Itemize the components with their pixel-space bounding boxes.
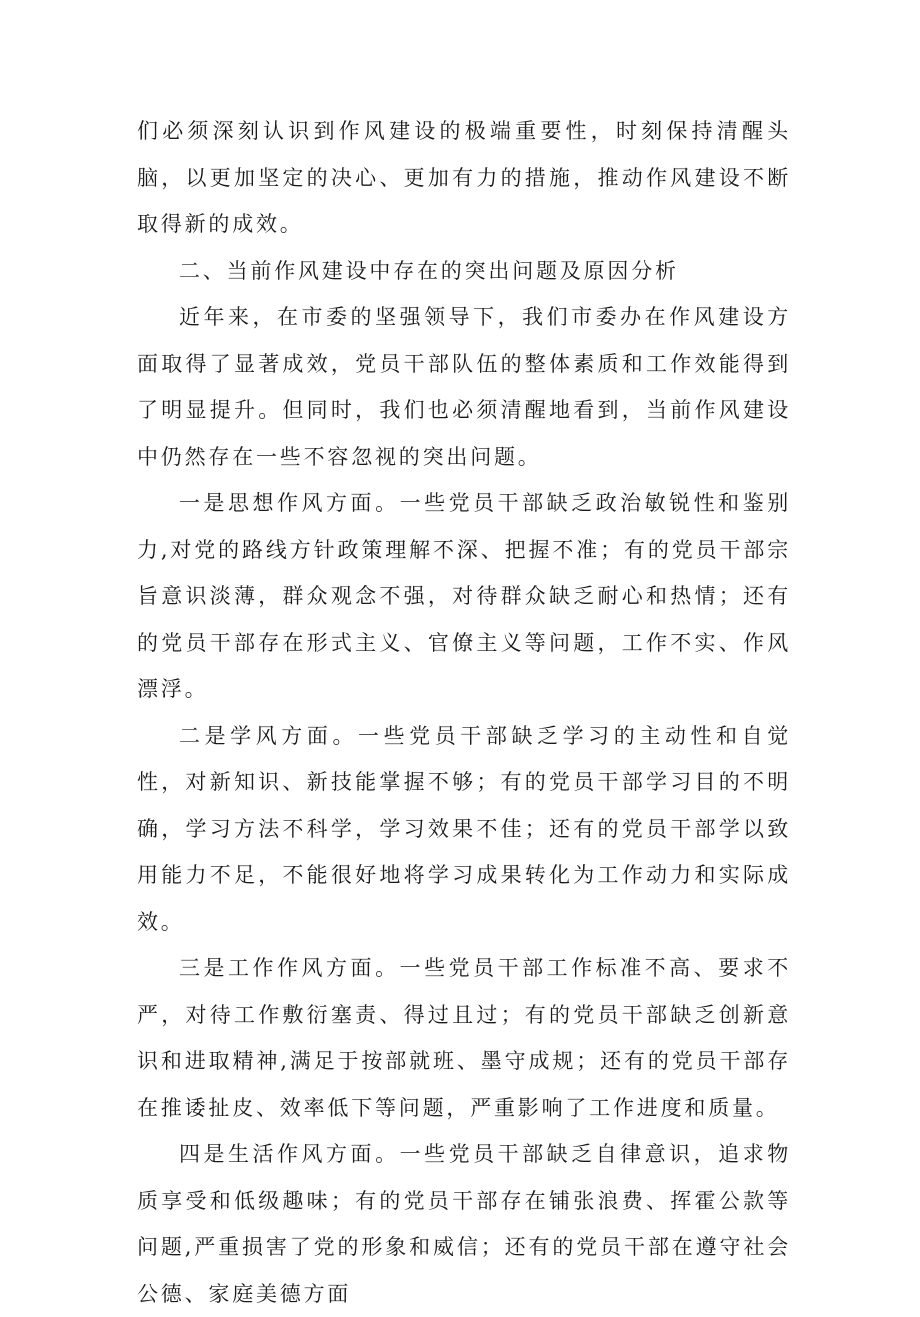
paragraph-work: 三是工作作风方面。一些党员干部工作标准不高、要求不严，对待工作敷衍塞责、得过且过；有的党员干部缺乏创新意识和进取精神,满足于按部就班、墨守成规；还有的党员干部存在推诿扯皮、效率低下等问题，严重影响了工作进度和质量。 (137, 956, 791, 1120)
document-body (137, 108, 791, 1317)
paragraph-life: 四是生活作风方面。一些党员干部缺乏自律意识，追求物质享受和低级趣味；有的党员干部存在铺张浪费、挥霍公款等问题,严重损害了党的形象和威信；还有的党员干部在遵守社会公德、家庭美德方面 (137, 1142, 791, 1306)
paragraph-study: 二是学风方面。一些党员干部缺乏学习的主动性和自觉性，对新知识、新技能掌握不够；有的党员干部学习目的不明确，学习方法不科学，学习效果不佳；还有的党员干部学以致用能力不足，不能很好地将学习成果转化为工作动力和实际成效。 (137, 723, 791, 934)
section-heading: 二、当前作风建设中存在的突出问题及原因分析 (179, 258, 679, 283)
paragraph-ideology: 一是思想作风方面。一些党员干部缺乏政治敏锐性和鉴别力,对党的路线方针政策理解不深、把握不准；有的党员干部宗旨意识淡薄，群众观念不强，对待群众缺乏耐心和热情；还有的党员干部存在形式主义、官僚主义等问题，工作不实、作风漂浮。 (137, 491, 791, 701)
paragraph-continuation: 们必须深刻认识到作风建设的极端重要性，时刻保持清醒头脑，以更加坚定的决心、更加有力的措施，推动作风建设不断取得新的成效。 (137, 119, 791, 236)
paragraph-intro: 近年来，在市委的坚强领导下，我们市委办在作风建设方面取得了显著成效，党员干部队伍的整体素质和工作效能得到了明显提升。但同时，我们也必须清醒地看到，当前作风建设中仍然存在一些不容忽视的突出问题。 (137, 305, 791, 469)
